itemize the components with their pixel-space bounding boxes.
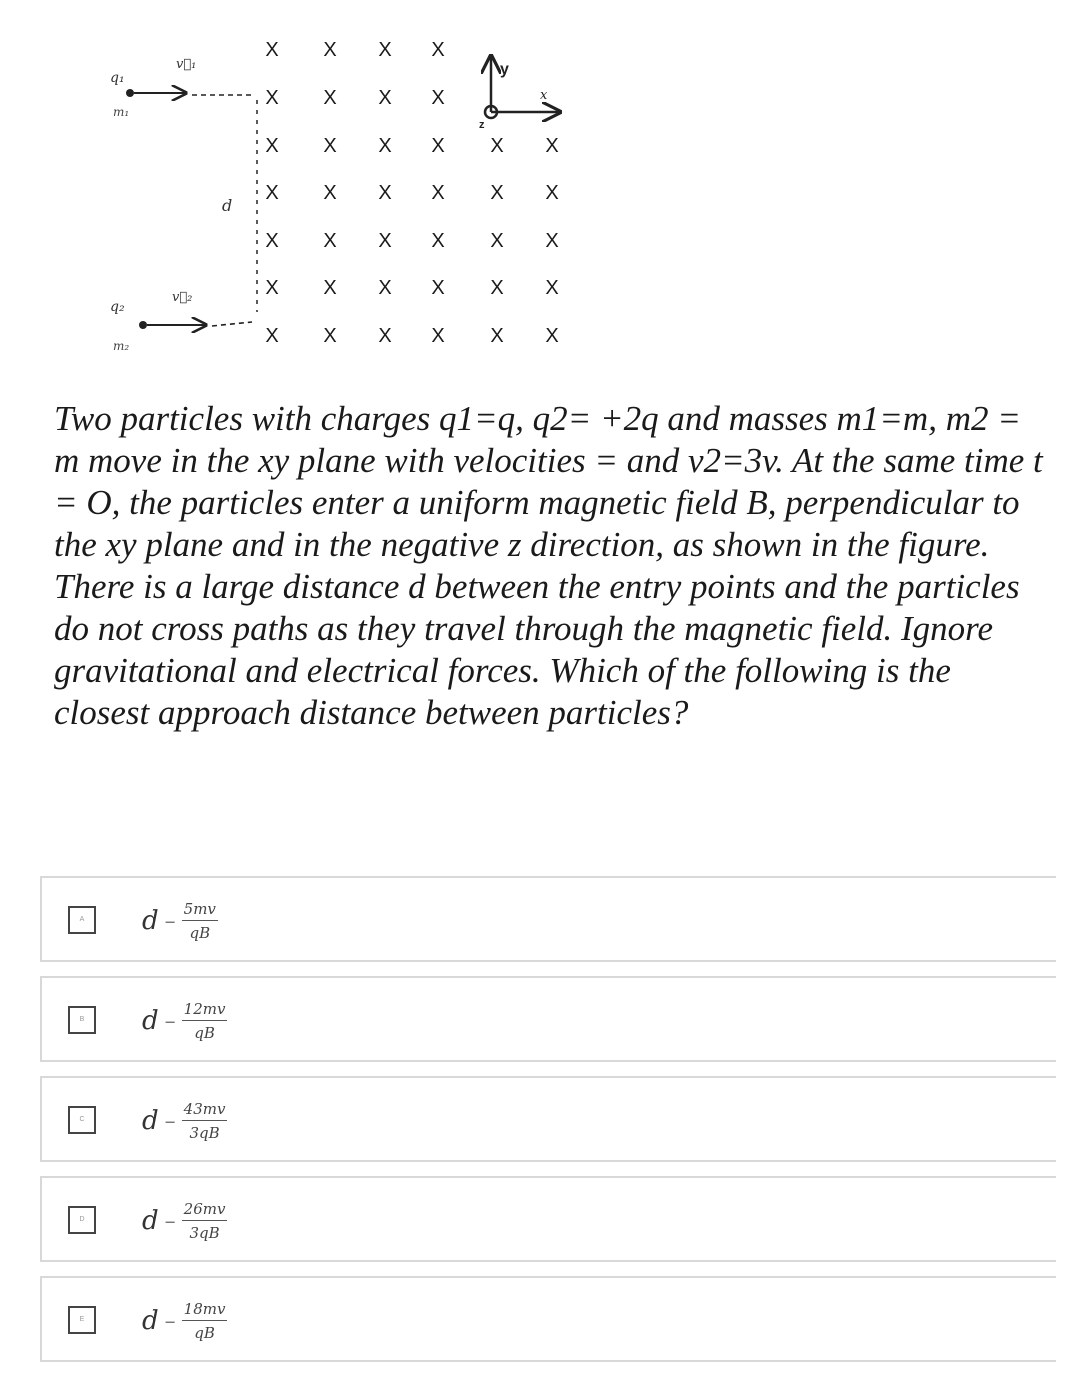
field-x-symbol: X xyxy=(378,87,392,109)
field-x-symbol: X xyxy=(431,39,445,61)
field-grid xyxy=(265,39,558,347)
magnetic-field-figure xyxy=(0,0,620,370)
field-x-symbol: X xyxy=(545,230,559,252)
question-text: Two particles with charges q1=q, q2= +2q and masses m1=m, m2 = m move in the xy plane with velocities = and v2=3v. At the same time t = O, the particles enter a uniform magnetic field B, perpendicular to the xy plane and in the negative z direction, as shown in the figure. There is a large distance d between the entry points and the particles do not cross paths as they travel through the magnetic field. Ignore gravitational and electrical forces. Which of the following is the closest approach distance between particles? xyxy=(54,399,1043,732)
field-x-symbol: X xyxy=(490,277,504,299)
option-a[interactable] xyxy=(40,876,1056,962)
field-x-symbol: X xyxy=(265,230,279,252)
option-minus: – xyxy=(164,908,176,934)
field-x-symbol: X xyxy=(431,230,445,252)
field-x-symbol: X xyxy=(490,325,504,347)
field-x-symbol: X xyxy=(265,87,279,109)
field-x-symbol: X xyxy=(378,39,392,61)
option-fraction xyxy=(182,900,218,942)
option-denominator: 3qB xyxy=(189,1124,220,1142)
option-expression xyxy=(142,986,227,1056)
field-x-symbol: X xyxy=(323,39,337,61)
field-x-symbol: X xyxy=(323,325,337,347)
option-numerator: 12mv xyxy=(182,1000,228,1021)
option-checkbox[interactable]: B xyxy=(68,1006,96,1034)
m2-label: m₂ xyxy=(113,339,130,353)
option-d: d xyxy=(142,1206,159,1236)
field-x-symbol: X xyxy=(323,182,337,204)
option-numerator: 26mv xyxy=(182,1200,228,1221)
field-x-symbol: X xyxy=(265,39,279,61)
field-x-symbol: X xyxy=(431,325,445,347)
field-x-symbol: X xyxy=(431,87,445,109)
option-denominator: qB xyxy=(194,1324,215,1342)
v2-label: v⃗₂ xyxy=(172,290,193,305)
field-x-symbol: X xyxy=(431,277,445,299)
field-x-symbol: X xyxy=(323,87,337,109)
field-x-symbol: X xyxy=(323,230,337,252)
option-checkbox[interactable]: D xyxy=(68,1206,96,1234)
option-expression xyxy=(142,1086,227,1156)
m1-label: m₁ xyxy=(113,105,130,119)
option-denominator: qB xyxy=(189,924,211,942)
field-x-symbol: X xyxy=(378,277,392,299)
y-axis-label: y xyxy=(500,61,509,78)
field-x-symbol: X xyxy=(490,230,504,252)
particle-1-dot xyxy=(126,89,134,97)
field-x-symbol: X xyxy=(378,182,392,204)
field-x-symbol: X xyxy=(545,182,559,204)
option-c[interactable] xyxy=(40,1076,1056,1162)
field-x-symbol: X xyxy=(265,135,279,157)
field-x-symbol: X xyxy=(431,182,445,204)
option-minus: – xyxy=(164,1208,176,1234)
field-x-symbol: X xyxy=(545,135,559,157)
option-minus: – xyxy=(164,1008,176,1034)
field-x-symbol: X xyxy=(431,135,445,157)
option-checkbox[interactable]: A xyxy=(68,906,96,934)
option-expression xyxy=(142,1286,227,1356)
option-checkbox[interactable]: C xyxy=(68,1106,96,1134)
field-x-symbol: X xyxy=(378,135,392,157)
option-fraction xyxy=(182,1200,228,1242)
q2-label: q₂ xyxy=(110,299,125,315)
option-checkbox[interactable]: E xyxy=(68,1306,96,1334)
field-x-symbol: X xyxy=(378,325,392,347)
field-x-symbol: X xyxy=(545,277,559,299)
option-numerator: 43mv xyxy=(182,1100,228,1121)
field-x-symbol: X xyxy=(378,230,392,252)
field-x-symbol: X xyxy=(545,325,559,347)
particle-2 xyxy=(110,290,252,353)
option-denominator: qB xyxy=(194,1024,215,1042)
x-axis-label: x xyxy=(540,88,548,103)
option-d[interactable] xyxy=(40,1176,1056,1262)
option-denominator: 3qB xyxy=(189,1224,220,1242)
option-expression xyxy=(142,1186,227,1256)
field-x-symbol: X xyxy=(265,325,279,347)
path-2-dashed xyxy=(212,322,252,326)
field-x-symbol: X xyxy=(323,277,337,299)
d-label: d xyxy=(222,196,233,215)
v1-label: v⃗₁ xyxy=(176,57,197,72)
option-minus: – xyxy=(164,1108,176,1134)
option-fraction xyxy=(182,1100,228,1142)
z-axis-label: z xyxy=(479,119,485,131)
option-e[interactable] xyxy=(40,1276,1056,1362)
option-d: d xyxy=(142,1006,159,1036)
option-d: d xyxy=(142,906,159,936)
particle-1 xyxy=(110,57,252,119)
field-x-symbol: X xyxy=(490,135,504,157)
field-x-symbol: X xyxy=(323,135,337,157)
field-x-symbol: X xyxy=(265,277,279,299)
field-x-symbol: X xyxy=(265,182,279,204)
particle-2-dot xyxy=(139,321,147,329)
q1-label: q₁ xyxy=(110,70,125,86)
option-numerator: 18mv xyxy=(182,1300,228,1321)
option-minus: – xyxy=(164,1308,176,1334)
field-x-symbol: X xyxy=(490,182,504,204)
option-numerator: 5mv xyxy=(182,900,218,921)
option-fraction xyxy=(182,1300,228,1342)
option-expression xyxy=(142,886,218,956)
axes xyxy=(479,56,560,131)
option-d: d xyxy=(142,1106,159,1136)
option-b[interactable] xyxy=(40,976,1056,1062)
option-fraction xyxy=(182,1000,228,1042)
option-d: d xyxy=(142,1306,159,1336)
